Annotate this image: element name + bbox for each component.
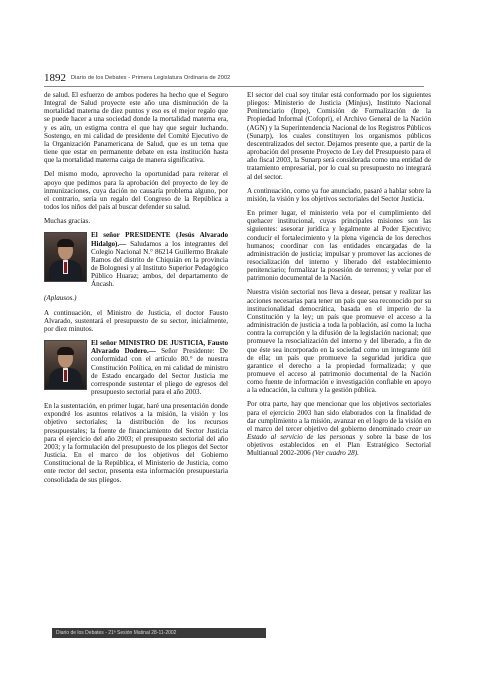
page-header bbox=[44, 73, 424, 85]
paragraph: Del mismo modo, aprovecho la oportunidad para reiterar el apoyo que pedimos para la aprobación del proyecto de ley de inmunizaciones, cuya dación no causaría problema alguno, por el contrario, sería un regalo del Congreso de la República a todos los niños del país al buscar defender su salud. bbox=[44, 170, 228, 212]
paragraph: En la sustentación, en primer lugar, haré una presentación donde expondré los asuntos relativos a la misión, la visión y los objetivo sectoriales; la distribución de los recursos presupuestales; la fuente de financiamiento del Sector Justicia para el ejercicio del año 2003; el presupuesto sectorial del año 2003; y la formulación del presupuesto de los pliegos del Sector Justicia. En el marco de los objetivos del Gobierno Constitucional de la República, el Ministerio de Justicia, como ente rector del sector, presenta esta información presupuestaria consolidada de sus pliegos. bbox=[44, 402, 228, 484]
paragraph: Muchas gracias. bbox=[44, 217, 91, 226]
paragraph: de salud. El esfuerzo de ambos poderes ha hecho que el Seguro Integral de Salud proyecte este año una disminución de la mortalidad materna de diez puntos y eso es el mejor regalo que se puede hacer a una sociedad donde la mortalidad materna era, y es aún, un estigma contra el que hay que seguir luchando. Sostengo, en mi calidad de presidente del Comité Ejecutivo de la Organización Panamericana de Salud, que es un tema que tiene que estar en permanente debate en esta institución hasta que la mortalidad materna caiga de manera significativa. bbox=[44, 91, 228, 165]
paragraph: A continuación, como ya fue anunciado, pasaré a hablar sobre la misión, la visión y los objetivos sectoriales del Sector Justicia. bbox=[247, 186, 431, 203]
speaker-paragraph bbox=[44, 339, 228, 396]
paragraph: A continuación, el Ministro de Justicia, el doctor Fausto Alvarado, sustentará el presupuesto de su sector, inicialmente, por diez minutos. bbox=[44, 308, 228, 333]
left-column bbox=[44, 91, 228, 490]
page-footer: Diario de los Debates - 21ª Sesión Matinal 28-11-2002 bbox=[52, 628, 266, 638]
speaker-paragraph bbox=[44, 231, 228, 288]
paragraph: Nuestra visión sectorial nos lleva a desear, pensar y realizar las acciones necesarias para tener un país que sea reconocido por su institucionalidad democrática, basada en el imperio de la Constitución y la ley; un país que promueve el acceso a la administración de justicia a toda la población, así como la lucha contra la corrupción y la difusión de la legislación nacional; que promueve la resocialización del interno y del liberado, a fin de que éste sea incorporado en la sociedad como un integrante útil de ella; un país que promueve la seguridad jurídica que garantice el derecho a la propiedad formalizada; y que promueve el acceso al patrimonio documental de la Nación como fuente de información e investigación confiable en apoyo a la educación, la cultura y la gestión pública. bbox=[247, 288, 431, 395]
speaker-name: El señor PRESIDENTE (Jesús Alvarado Hidalgo).— bbox=[91, 231, 228, 248]
speaker-name: El señor MINISTRO DE JUSTICIA, Fausto Alvarado Dodero.— bbox=[91, 339, 228, 356]
paragraph: Por otra parte, hay que mencionar que los objetivos sectoriales para el ejercicio 2003 han sido elaborados con la finalidad de dar cumplimiento a la misión, avanzar en el logro de la visión en el marco del tercer objetivo del gobierno denominado crear un Estado al servicio de las personas y sobre la base de los objetivos establecidos en el Plan Estratégico Sectorial Multianual 2002-2006 (Ver cuadro 28). bbox=[247, 400, 431, 458]
paragraph: El sector del cual soy titular está conformado por los siguientes pliegos: Ministerio de Justicia (Minjus), Instituto Nacional Penitenciario (Inpe), Comisión de Formalización de la Propiedad Informal (Cofopri), el Archivo General de la Nación (AGN) y la Superintendencia Nacional de los Registros Públicos (Sunarp), los cuales constituyen los organismos públicos descentralizados del sector. Dejamos presente que, a partir de la aprobación del presente Proyecto de Ley del Presupuesto para el año fiscal 2003, la Sunarp será considerada como una entidad de tratamiento empresarial, por lo cual su presupuesto no integrará al del sector. bbox=[247, 91, 432, 181]
running-title: Diario de los Debates - Primera Legislatura Ordinaria de 2002 bbox=[71, 75, 231, 81]
stage-direction: (Aplausos.) bbox=[44, 294, 77, 303]
right-column bbox=[247, 91, 431, 464]
speaker-photo bbox=[44, 232, 87, 282]
header-rule bbox=[44, 86, 424, 87]
speech-text: Señor Presidente: De conformidad con el artículo 80.° de nuestra Constitución Política, en mi calidad de ministro de Estado encargado del Sector Justicia me corresponde sustentar el pliego de egresos del presupuesto sectorial para el año 2003. bbox=[91, 347, 228, 396]
speaker-photo bbox=[44, 340, 87, 390]
page-number: 1892 bbox=[44, 72, 66, 84]
paragraph: En primer lugar, el ministerio vela por el cumplimiento del quehacer institucional, cuyas principales misiones son las siguientes: asesorar jurídica y legalmente al Poder Ejecutivo; conducir el fortalecimiento y la plena vigencia de los derechos humanos; coordinar con las entidades encargadas de la administración de justicia; impulsar y promover las acciones de resocialización del interno y liberado del establecimiento penitenciario; formalizar la posesión de terrenos; y velar por el patrimonio documental de la Nación. bbox=[247, 209, 431, 283]
speech-text: Saludamos a los integrantes del Colegio Nacional N.° 86214 Guillermo Brakale Ramos del distrito de Chiquián en la provincia de Bolognesi y al Instituto Superior Pedagógico Público Huaraz; ambos, del departamento de Áncash. bbox=[91, 239, 228, 289]
